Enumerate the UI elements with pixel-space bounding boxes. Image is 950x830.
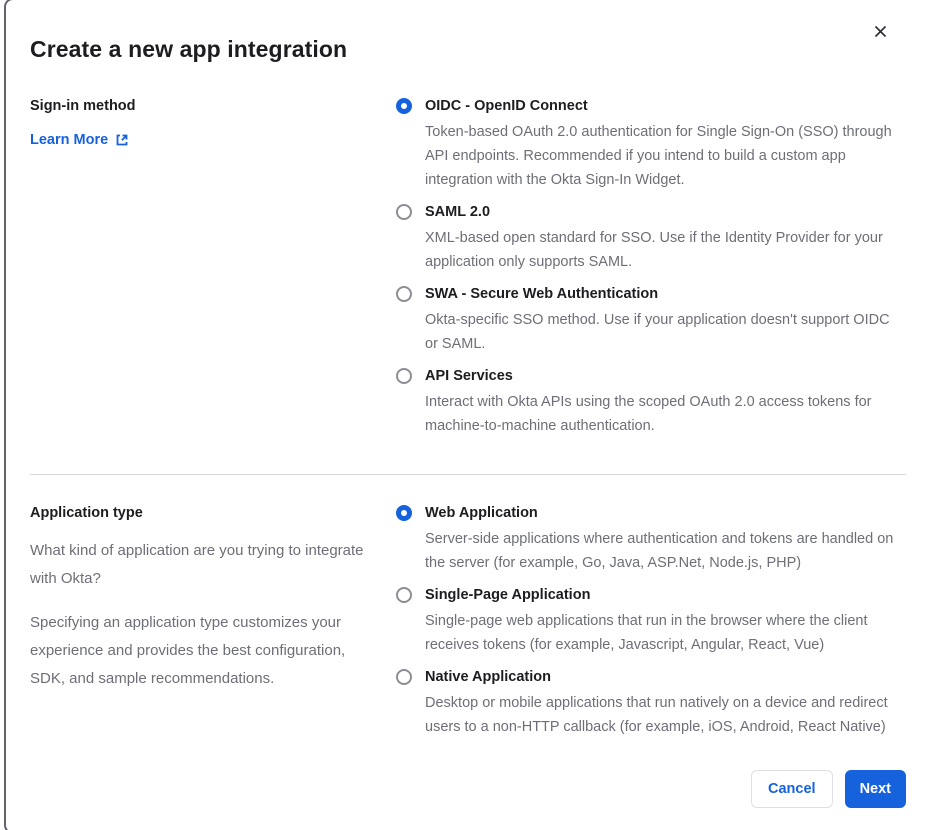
signin-method-section (30, 96, 906, 438)
option-label: SWA - Secure Web Authentication (425, 286, 659, 302)
option-description: XML-based open standard for SSO. Use if the Identity Provider for your application only supports SAML. (425, 230, 883, 270)
dialog-title: Create a new app integration (30, 36, 348, 62)
next-button[interactable]: Next (845, 770, 906, 808)
radio-selected-icon[interactable] (396, 98, 412, 114)
signin-left-column (30, 96, 368, 438)
dialog-content (6, 0, 906, 808)
apptype-question-text: What kind of application are you trying to integrate with Okta? (30, 542, 364, 587)
radio-option[interactable] (396, 96, 906, 192)
dialog-footer (30, 770, 906, 808)
section-divider (30, 474, 906, 475)
radio-option[interactable] (396, 503, 906, 575)
option-label: Native Application (425, 669, 551, 685)
radio-option[interactable] (396, 366, 906, 438)
option-label: SAML 2.0 (425, 204, 491, 220)
radio-selected-icon[interactable] (396, 505, 412, 521)
cancel-button[interactable]: Cancel (751, 770, 833, 808)
radio-unselected-icon[interactable] (396, 368, 412, 384)
radio-unselected-icon[interactable] (396, 587, 412, 603)
option-description: Interact with Okta APIs using the scoped OAuth 2.0 access tokens for machine-to-machine authentication. (425, 394, 872, 434)
signin-method-options (396, 96, 906, 438)
close-button[interactable] (870, 21, 890, 41)
signin-method-label: Sign-in method (30, 98, 136, 114)
option-label: OIDC - OpenID Connect (425, 98, 588, 114)
close-icon (873, 24, 888, 39)
option-description: Token-based OAuth 2.0 authentication for Single Sign-On (SSO) through API endpoints. Recommended if you intend to build a custom app integration with the Okta Sign-In Widget. (425, 124, 892, 188)
radio-unselected-icon[interactable] (396, 286, 412, 302)
option-description: Single-page web applications that run in the browser where the client receives tokens (for example, Javascript, Angular, React, Vue) (425, 613, 868, 653)
apptype-help-text: Specifying an application type customizes your experience and provides the best configuration, SDK, and sample recommendations. (30, 614, 346, 687)
application-type-label: Application type (30, 505, 143, 521)
option-label: API Services (425, 368, 513, 384)
option-description: Server-side applications where authentication and tokens are handled on the server (for example, Go, Java, ASP.Net, Node.js, PHP) (425, 531, 894, 571)
option-label: Single-Page Application (425, 587, 591, 603)
radio-option[interactable] (396, 667, 906, 739)
learn-more-link[interactable] (30, 130, 129, 150)
option-label: Web Application (425, 505, 538, 521)
application-type-options (396, 503, 906, 739)
application-type-section (30, 503, 906, 739)
external-link-icon (115, 133, 129, 147)
radio-option[interactable] (396, 585, 906, 657)
radio-option[interactable] (396, 284, 906, 356)
learn-more-label: Learn More (30, 132, 109, 148)
radio-option[interactable] (396, 202, 906, 274)
apptype-left-column (30, 503, 368, 739)
option-description: Desktop or mobile applications that run natively on a device and redirect users to a non-HTTP callback (for example, iOS, Android, React Native) (425, 695, 888, 735)
option-description: Okta-specific SSO method. Use if your application doesn't support OIDC or SAML. (425, 312, 890, 352)
radio-unselected-icon[interactable] (396, 204, 412, 220)
create-app-integration-dialog (4, 0, 950, 830)
radio-unselected-icon[interactable] (396, 669, 412, 685)
